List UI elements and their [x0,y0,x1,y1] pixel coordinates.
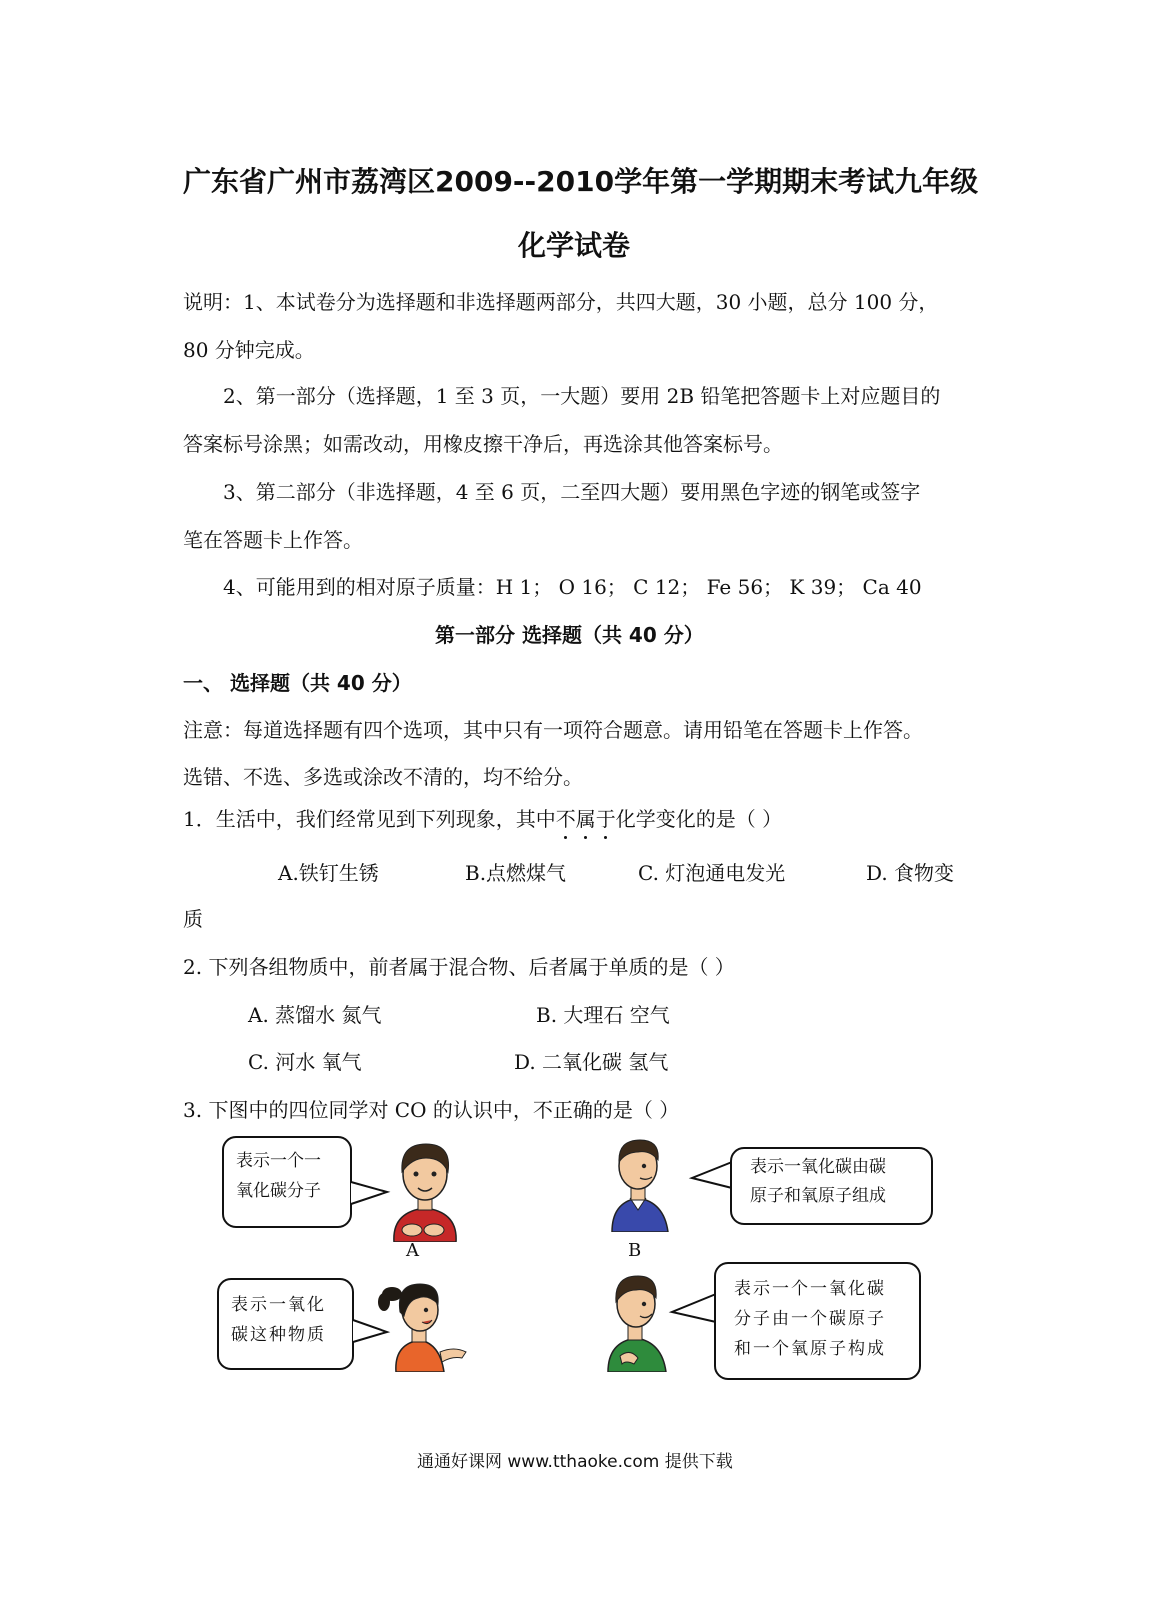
instruction-line: 2、第一部分（选择题，1 至 3 页，一大题）要用 2B 铅笔把答题卡上对应题目的 [223,384,941,408]
bubble-text: 表示一氧化碳由碳 [750,1157,886,1177]
bubble-text: 碳这种物质 [231,1325,326,1345]
option-a: A.铁钉生锈 [278,861,379,885]
bubble-text: 表示一个一 [236,1151,321,1171]
bubble-text: 分子由一个碳原子 [734,1309,886,1329]
instruction-line: 80 分钟完成。 [183,338,315,362]
speech-bubble-a [222,1136,352,1228]
option-a: A. 蒸馏水 氮气 [248,1003,382,1027]
student-d-illustration [600,1268,672,1372]
section-heading: 一、 选择题（共 40 分） [183,671,412,695]
bubble-tail [688,1158,734,1192]
page-title-line1: 广东省广州市荔湾区2009--2010学年第一学期期末考试九年级 [183,165,979,198]
question-1-stem [183,803,782,832]
question-1-stem-post: 化学变化的是（ ） [615,807,783,831]
option-d-continued: 质 [183,907,203,931]
instruction-line: 说明：1、本试卷分为选择题和非选择题两部分，共四大题，30 小题，总分 100 分， [183,290,939,314]
emphasis-char: 属 [576,803,596,832]
speech-bubble-d [714,1262,921,1380]
question-1-stem-pre: 1．生活中，我们经常见到下列现象，其中 [183,807,556,831]
instruction-line: 答案标号涂黑；如需改动，用橡皮擦干净后，再选涂其他答案标号。 [183,432,783,456]
bubble-text: 氧化碳分子 [236,1181,321,1201]
page-title-line2: 化学试卷 [518,229,631,262]
bubble-text: 原子和氧原子组成 [750,1186,886,1206]
student-c-illustration [374,1272,470,1372]
option-d: D. 二氧化碳 氢气 [514,1050,669,1074]
option-c: C. 灯泡通电发光 [638,861,786,885]
option-d: D. 食物变 [866,861,955,885]
note-line: 注意：每道选择题有四个选项，其中只有一项符合题意。请用铅笔在答题卡上作答。 [183,718,923,742]
speech-bubble-b [730,1147,933,1225]
instruction-line: 4、可能用到的相对原子质量：H 1； O 16； C 12； Fe 56； K 39； Ca 40 [223,575,922,599]
option-b: B.点燃煤气 [465,861,567,885]
emphasis-char: 不 [556,803,576,832]
label-b: B [628,1240,642,1261]
instruction-line: 3、第二部分（非选择题，4 至 6 页，二至四大题）要用黑色字迹的钢笔或签字 [223,480,921,504]
question-2-stem: 2. 下列各组物质中，前者属于混合物、后者属于单质的是（ ） [183,955,735,979]
question-3-stem: 3. 下图中的四位同学对 CO 的认识中，不正确的是（ ） [183,1098,680,1122]
emphasis-char: 于 [596,803,616,832]
student-a-illustration [382,1134,468,1242]
bubble-tail [668,1290,718,1326]
bubble-text: 表示一氧化 [231,1295,326,1315]
instruction-line: 笔在答题卡上作答。 [183,528,363,552]
label-a: A [406,1240,419,1261]
footer-text: 通通好课网 www.tthaoke.com 提供下载 [417,1452,733,1472]
part-heading: 第一部分 选择题（共 40 分） [435,623,704,647]
student-b-illustration [598,1132,678,1232]
option-c: C. 河水 氧气 [248,1050,362,1074]
bubble-text: 和一个氧原子构成 [734,1339,886,1359]
bubble-text: 表示一个一氧化碳 [734,1279,886,1299]
speech-bubble-c [217,1278,354,1370]
option-b: B. 大理石 空气 [536,1003,670,1027]
note-line: 选错、不选、多选或涂改不清的，均不给分。 [183,765,583,789]
